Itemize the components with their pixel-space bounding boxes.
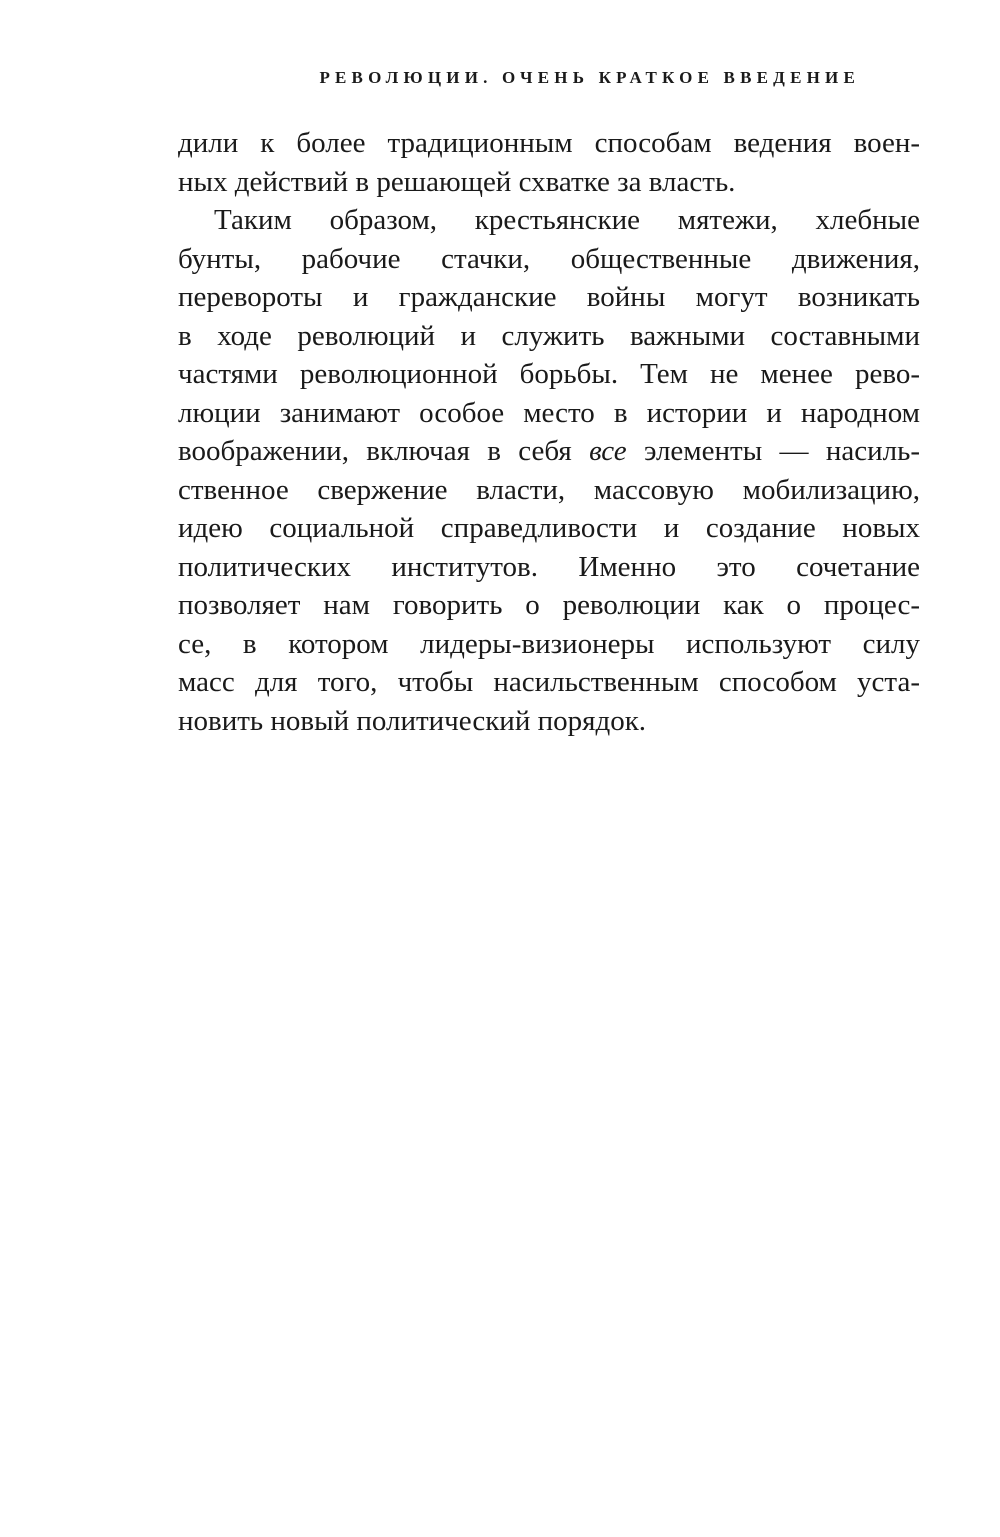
text-line: идею социальной справедливости и создание новых xyxy=(178,512,920,544)
paragraph-1 xyxy=(178,124,920,201)
emphasis-word: все xyxy=(589,435,627,467)
text-line-with-emphasis xyxy=(178,432,920,471)
text-line: политических институтов. Именно это сочетание xyxy=(178,550,920,583)
text-line: частями революционной борьбы. Тем не менее рево- xyxy=(178,358,920,390)
text-line: в ходе революций и служить важными составными xyxy=(178,319,920,352)
line-segment: элементы — насиль- xyxy=(644,435,920,467)
text-line: новить новый политический порядок. xyxy=(178,704,647,737)
text-line: ственное свержение власти, массовую мобилизацию, xyxy=(178,473,920,506)
text-line: перевороты и гражданские войны могут возникать xyxy=(178,281,920,313)
text-line: Таким образом, крестьянские мятежи, хлебные xyxy=(214,204,920,236)
text-line: дили к более традиционным способам ведения воен- xyxy=(178,127,920,159)
running-header: РЕВОЛЮЦИИ. ОЧЕНЬ КРАТКОЕ ВВЕДЕНИЕ xyxy=(319,68,860,87)
line-segment: воображении, включая в себя xyxy=(178,435,572,467)
text-line: масс для того, чтобы насильственным способом уста- xyxy=(178,666,920,698)
text-line: се, в котором лидеры-визионеры используют силу xyxy=(178,627,920,660)
text-line: ных действий в решающей схватке за власть. xyxy=(178,165,736,198)
text-line: позволяет нам говорить о революции как о процес- xyxy=(178,589,920,621)
text-line: люции занимают особое место в истории и народном xyxy=(178,396,920,429)
body-text xyxy=(178,124,920,740)
text-line: бунты, рабочие стачки, общественные движения, xyxy=(178,242,920,275)
paragraph-2 xyxy=(178,201,920,740)
